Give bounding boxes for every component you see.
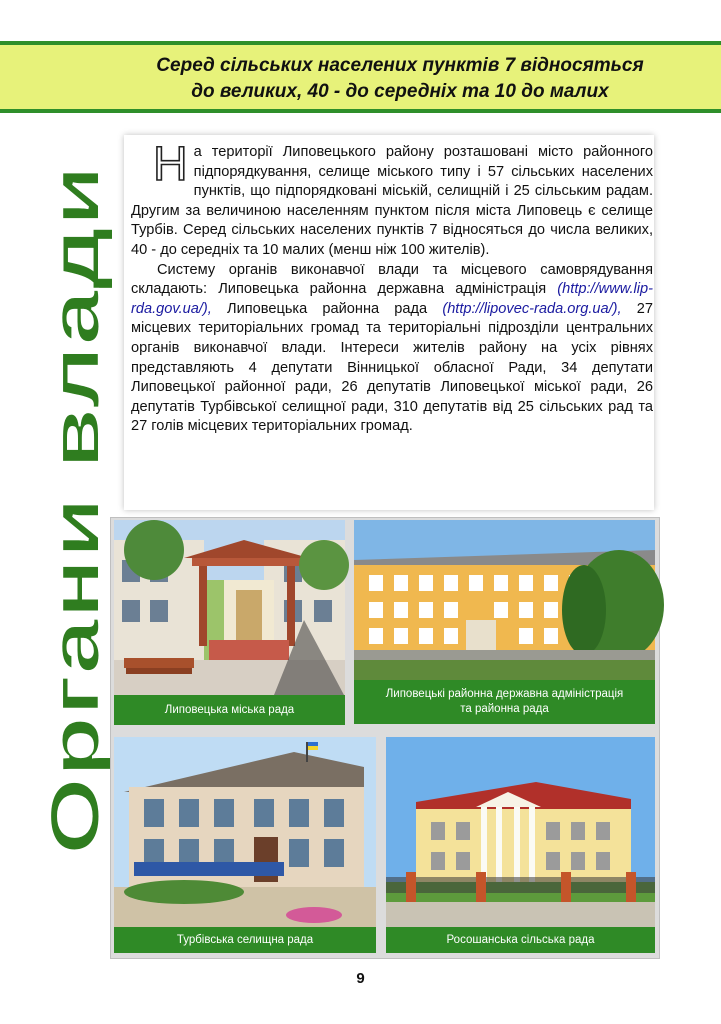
- paragraph-2-text-c: 27 місцевих територіальних громад та територіальні підрозділи центральних органів виконавчої влади. Інтереси жителів району на усіх рівнях представляють 4 депутати Вінницької обласної Ради, 34 депутати Липовецької районної ради, 26 депутатів Липовецької міської ради, 26 депутатів Турбівської селищної ради, 310 депутатів від 25 сільських рад та 27 голів місцевих територіальних громад.: [131, 300, 653, 435]
- caption-city-council: Липовецька міська рада: [114, 695, 345, 725]
- paragraph-2-text-a: Систему органів виконавчої влади та місцевого самоврядування складають: Липовецька районна державна адміністрація: [131, 261, 653, 298]
- photo-city-council: [114, 520, 345, 695]
- caption-district-administration: Липовецькі районна державна адміністрація та районна рада: [354, 680, 655, 724]
- banner-line-2: до великих, 40 - до середніх та 10 до малих: [191, 81, 609, 102]
- rda-link[interactable]: (http://www.lip-rda.gov.ua/),: [131, 281, 653, 317]
- vertical-section-title: [36, 160, 114, 860]
- paragraph-1: [131, 138, 653, 261]
- rada-link[interactable]: (http://lipovec-rada.org.ua/),: [442, 300, 622, 317]
- page-number: 9: [356, 970, 365, 987]
- photo-district-administration: [354, 520, 655, 680]
- drop-cap: Н: [153, 138, 188, 191]
- paragraph-2-text-b: Липовецька районна рада: [211, 300, 443, 317]
- banner-line-1: Серед сільських населених пунктів 7 відносяться: [156, 55, 644, 76]
- paragraph-2: [131, 261, 653, 437]
- photo-rososha-council: [386, 737, 655, 927]
- paragraph-1-text: а території Липовецького району розташовані місто районного підпорядкування, селище міського типу і 57 сільських населених пунктів, що підпорядковані міській, селищній і 25 сільським радам. Другим за величиною населенням пунктом після міста Липовець є селище Турбів. Серед сільських населених пунктів 7 відносяться до числа великих, 40 - до середніх та 10 малих (менш ніж 100 жителів).: [131, 144, 653, 258]
- header-banner: [0, 41, 721, 113]
- caption-turbiv-council: Турбівська селищна рада: [114, 927, 376, 953]
- article-body: [131, 138, 653, 437]
- vertical-title-text: Органи влади: [36, 371, 114, 855]
- photo-turbiv-council: [114, 737, 376, 927]
- caption-rososha-council: Росошанська сільська рада: [386, 927, 655, 953]
